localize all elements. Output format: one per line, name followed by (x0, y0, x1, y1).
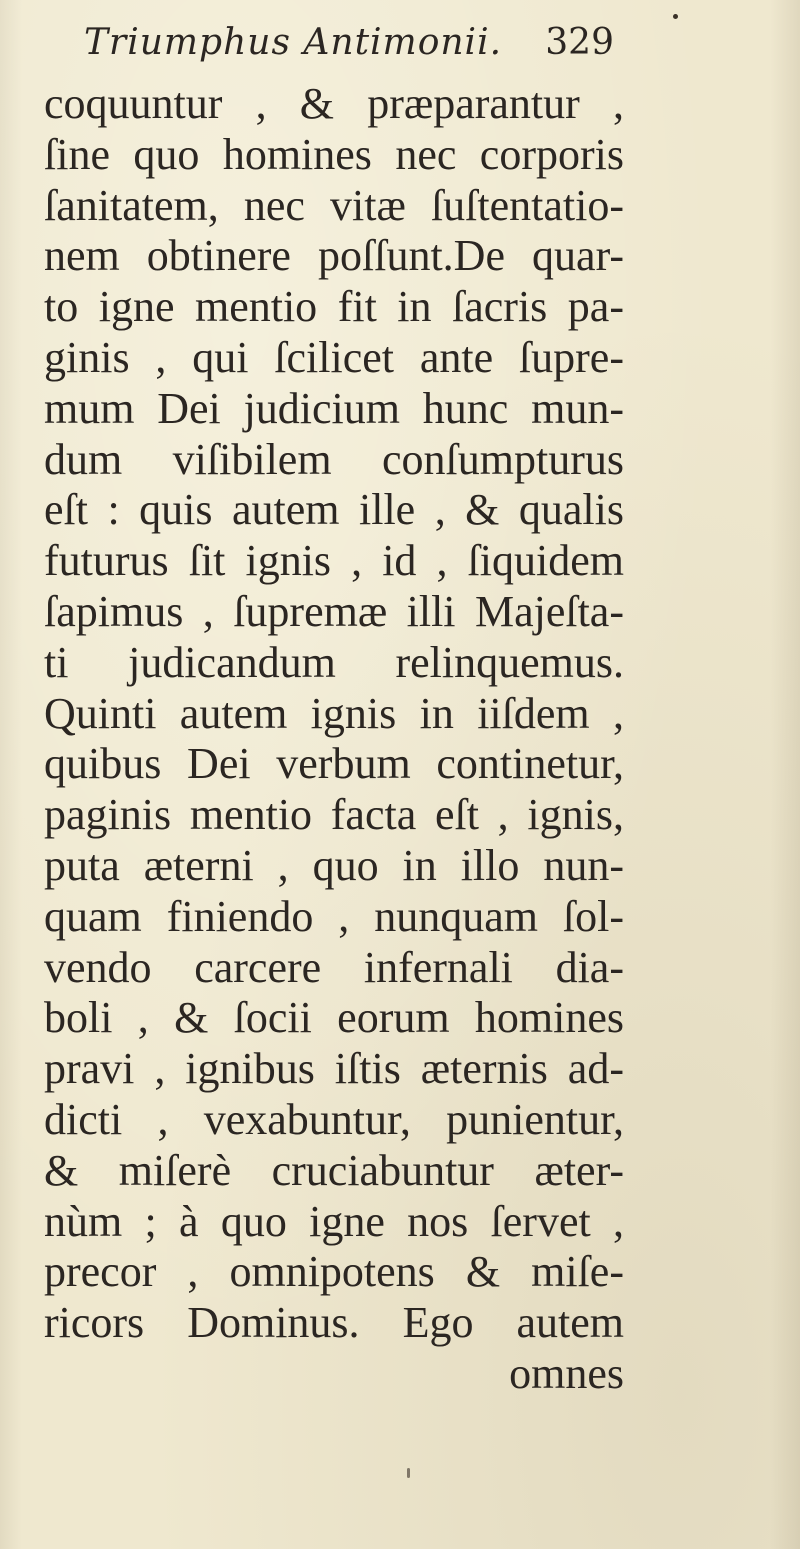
text-line: eſt : quis autem ille , & qualis (44, 485, 624, 535)
catchword: omnes (509, 1348, 624, 1398)
text-line: ſapimus , ſupremæ illi Majeſta- (44, 586, 624, 636)
text-line: nùm ; à quo igne nos ſervet , (44, 1196, 624, 1246)
text-line: ricors Dominus. Ego autem (44, 1298, 624, 1348)
text-line: ti judicandum relinquemus. (44, 637, 624, 687)
text-line: dicti , vexabuntur, punientur, (44, 1094, 624, 1144)
text-line: futurus ſit ignis , id , ſiquidem (44, 536, 624, 586)
text-line: vendo carcere infernali dia- (44, 942, 624, 992)
text-line: precor , omnipotens & miſe- (44, 1247, 624, 1297)
text-line: dum viſibilem conſumpturus (44, 434, 624, 484)
text-line: puta æterni , quo in illo nun- (44, 840, 624, 890)
text-line: mum Dei judicium hunc mun- (44, 383, 624, 433)
ink-speck (407, 1468, 410, 1478)
body-text (44, 79, 624, 1400)
text-line: quam finiendo , nunquam ſol- (44, 891, 624, 941)
text-line: ſanitatem, nec vitæ ſuſtentatio- (44, 180, 624, 230)
text-line: & miſerè cruciabuntur æter- (44, 1145, 624, 1195)
text-line: ſine quo homines nec corporis (44, 129, 624, 179)
page-number: 329 (545, 22, 614, 63)
text-line: paginis mentio facta eſt , ignis, (44, 790, 624, 840)
running-head: Triumphus Antimonii. (84, 22, 503, 63)
ink-speck (673, 14, 678, 19)
text-line: pravi , ignibus iſtis æternis ad- (44, 1044, 624, 1094)
text-line: quibus Dei verbum continetur, (44, 739, 624, 789)
page-header (84, 20, 614, 72)
text-line: nem obtinere poſſunt.De quar- (44, 231, 624, 281)
text-line: Quinti autem ignis in iiſdem , (44, 688, 624, 738)
text-line: ginis , qui ſcilicet ante ſupre- (44, 332, 624, 382)
text-line: boli , & ſocii eorum homines (44, 993, 624, 1043)
text-line: coquuntur , & præparantur , (44, 79, 624, 128)
text-line: to igne mentio fit in ſacris pa- (44, 282, 624, 332)
